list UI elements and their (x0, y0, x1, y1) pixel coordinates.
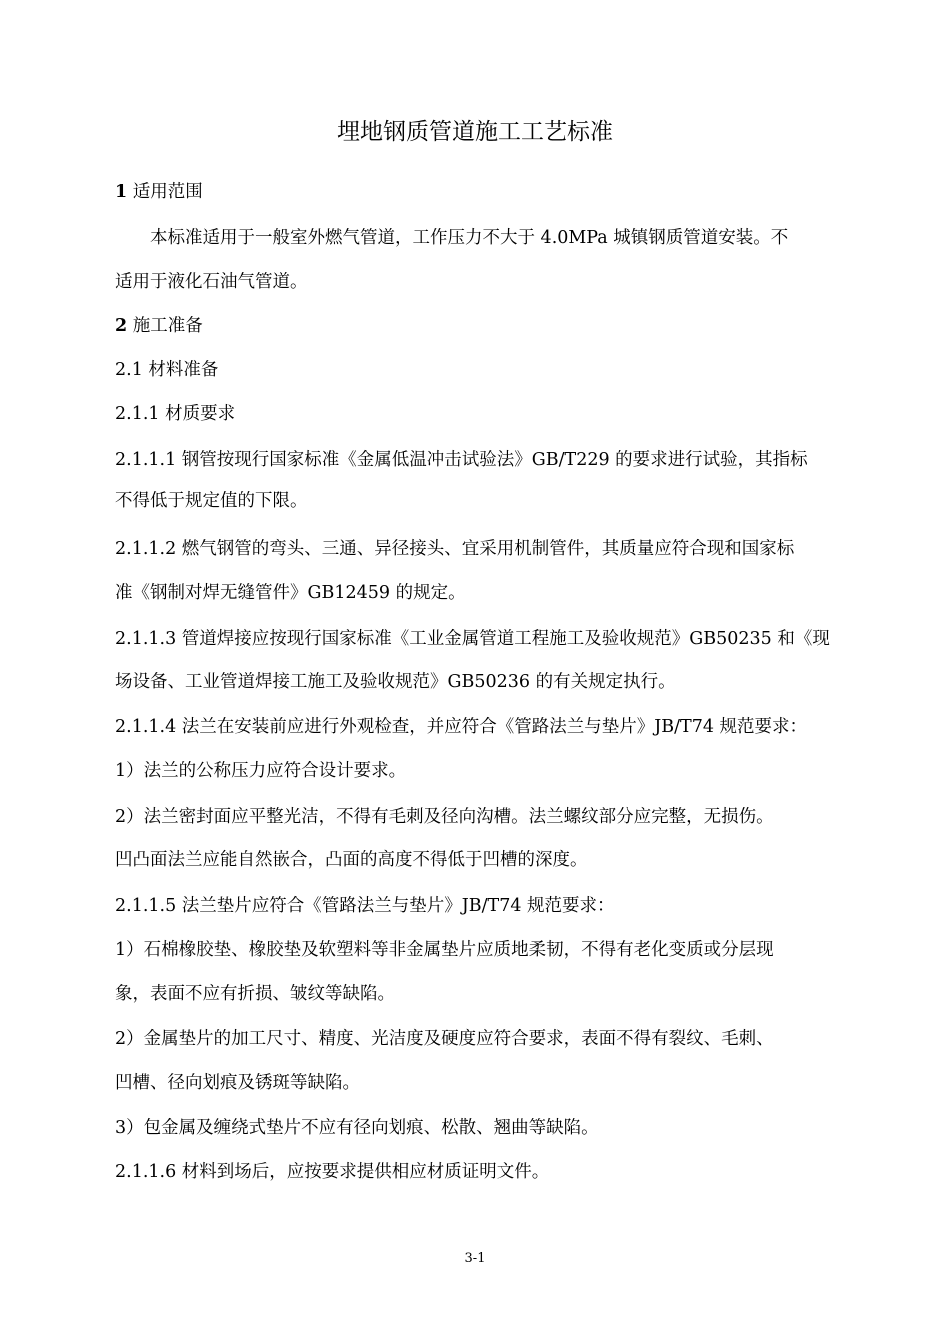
list-item: 3）包金属及缠绕式垫片不应有径向划痕、松散、翘曲等缺陷。 (115, 1118, 599, 1138)
paragraph-line: 凹槽、径向划痕及锈斑等缺陷。 (115, 1073, 360, 1093)
section-heading-1 (115, 180, 840, 204)
list-item: 1）石棉橡胶垫、橡胶垫及软塑料等非金属垫片应质地柔韧，不得有老化变质或分层现 (115, 940, 774, 960)
subsection-heading: 2.1.1 材质要求 (115, 404, 236, 424)
paragraph-line: 2.1.1.4 法兰在安装前应进行外观检查，并应符合《管路法兰与垫片》JB/T74 规范要求： (115, 717, 808, 737)
subsection-heading: 2.1 材料准备 (115, 360, 219, 380)
paragraph-line: 2.1.1.1 钢管按现行国家标准《金属低温冲击试验法》GB/T229 的要求进行试验，其指标 (115, 450, 808, 470)
page-number: 3-1 (464, 1251, 486, 1266)
paragraph-line: 2.1.1.5 法兰垫片应符合《管路法兰与垫片》JB/T74 规范要求： (115, 896, 615, 916)
paragraph-line: 象，表面不应有折损、皱纹等缺陷。 (115, 984, 395, 1004)
document-title: 埋地钢质管道施工工艺标准 (337, 119, 613, 145)
paragraph-line: 场设备、工业管道焊接工施工及验收规范》GB50236 的有关规定执行。 (115, 672, 676, 692)
section-title-1: 适用范围 (132, 182, 203, 202)
list-item: 1）法兰的公称压力应符合设计要求。 (115, 761, 407, 781)
paragraph-line: 准《钢制对焊无缝管件》GB12459 的规定。 (115, 583, 466, 603)
section-heading-2 (115, 314, 840, 338)
paragraph-line: 凹凸面法兰应能自然嵌合，凸面的高度不得低于凹槽的深度。 (115, 850, 588, 870)
paragraph-line: 2.1.1.3 管道焊接应按现行国家标准《工业金属管道工程施工及验收规范》GB50235 和《现 (115, 629, 830, 649)
paragraph-line: 2.1.1.2 燃气钢管的弯头、三通、异径接头、宜采用机制管件，其质量应符合现和国家标 (115, 539, 795, 559)
list-item: 2）法兰密封面应平整光洁，不得有毛刺及径向沟槽。法兰螺纹部分应完整，无损伤。 (115, 807, 774, 827)
section-number-2: 2 (115, 316, 128, 336)
paragraph-line: 本标准适用于一般室外燃气管道，工作压力不大于 4.0MPa 城镇钢质管道安装。不 (150, 228, 789, 248)
section-title-2: 施工准备 (132, 316, 203, 336)
section-number-1: 1 (115, 182, 128, 202)
paragraph-line: 2.1.1.6 材料到场后，应按要求提供相应材质证明文件。 (115, 1162, 550, 1182)
list-item: 2）金属垫片的加工尺寸、精度、光洁度及硬度应符合要求，表面不得有裂纹、毛刺、 (115, 1029, 774, 1049)
paragraph-line: 适用于液化石油气管道。 (115, 272, 308, 292)
paragraph-line: 不得低于规定值的下限。 (115, 491, 308, 511)
